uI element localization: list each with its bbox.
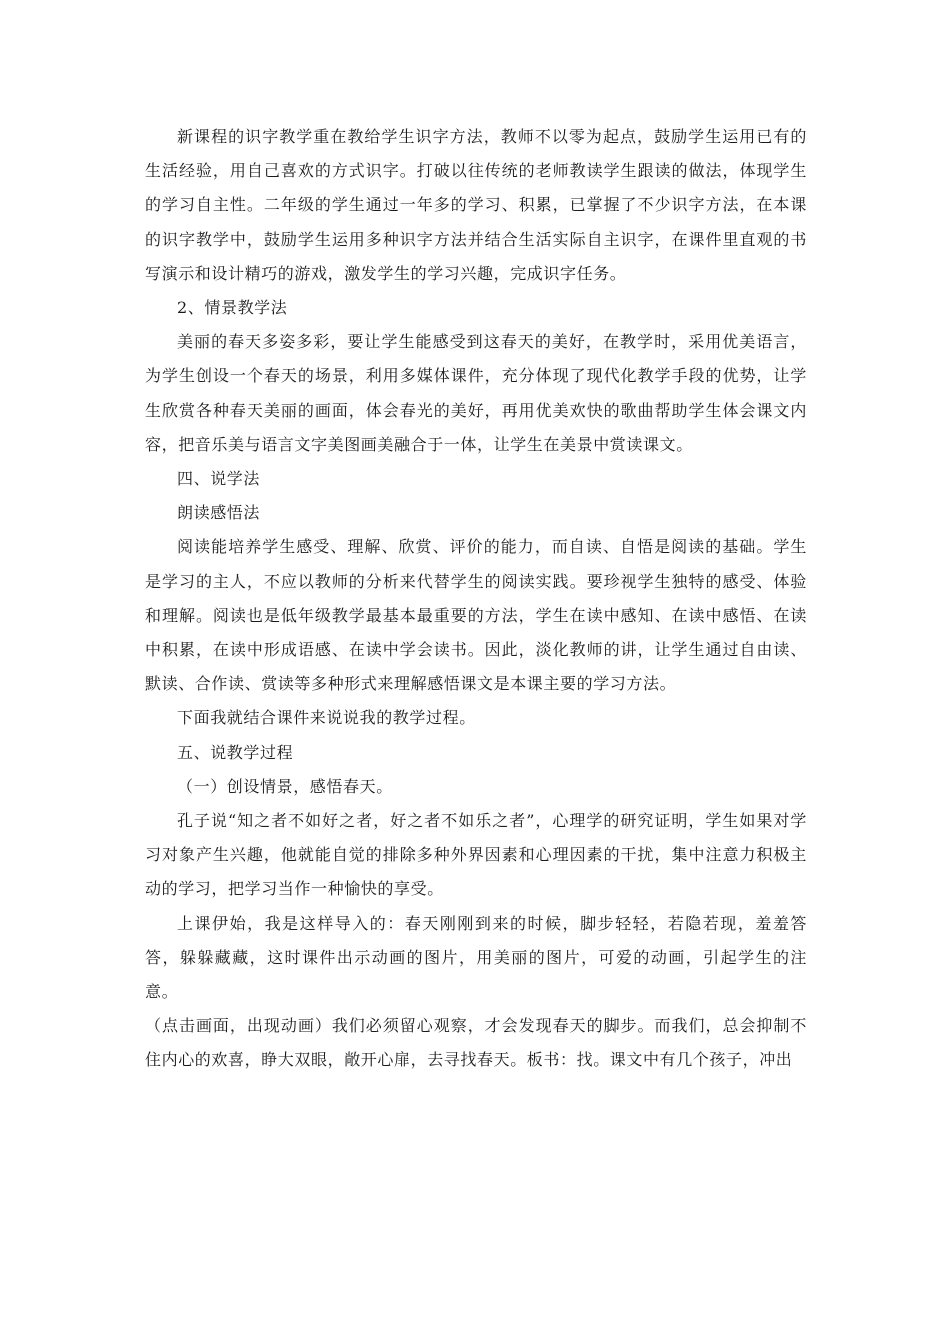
paragraph-reading-ability: 阅读能培养学生感受、理解、欣赏、评价的能力，而自读、自悟是阅读的基础。学生是学习的主人，不应以教师的分析来代替学生的阅读实践。要珍视学生独特的感受、体验和理解。阅读也是低年级教学最基本最重要的方法，学生在读中感知、在读中感悟、在读中积累，在读中形成语感、在读中学会读书。因此，淡化教师的讲，让学生通过自由读、默读、合作读、赏读等多种形式来理解感悟课文是本课主要的学习方法。: [145, 537, 807, 694]
paragraph-click-animation: （点击画面，出现动画）我们必须留心观察，才会发现春天的脚步。而我们，总会抑制不住内心的欢喜，睁大双眼，敞开心扉，去寻找春天。板书：找。课文中有几个孩子，冲出: [145, 1016, 807, 1070]
heading-situational-teaching: 2、情景教学法: [177, 298, 288, 318]
heading-reading-method: 朗读感悟法: [177, 503, 261, 523]
paragraph-spring-scene: 美丽的春天多姿多彩，要让学生能感受到这春天的美好，在教学时，采用优美语言，为学生创设一个春天的场景，利用多媒体课件，充分体现了现代化教学手段的优势，让学生欣赏各种春天美丽的画面，体会春光的美好，再用优美欢快的歌曲帮助学生体会课文内容，把音乐美与语言文字美图画美融合于一体，让学生在美景中赏读课文。: [145, 332, 807, 454]
heading-teaching-process: 五、说教学过程: [177, 742, 294, 762]
paragraph-confucius-quote: 孔子说“知之者不如好之者，好之者不如乐之者”，心理学的研究证明，学生如果对学习对象产生兴趣，他就能自觉的排除多种外界因素和心理因素的干扰，集中注意力积极主动的学习，把学习当作一种愉快的享受。: [145, 811, 807, 899]
paragraph-class-intro: 上课伊始，我是这样导入的：春天刚刚到来的时候，脚步轻轻，若隐若现，羞羞答答，躲躲藏藏，这时课件出示动画的图片，用美丽的图片，可爱的动画，引起学生的注意。: [145, 913, 807, 1002]
paragraph-literacy-teaching: 新课程的识字教学重在教给学生识字方法，教师不以零为起点，鼓励学生运用已有的生活经验，用自己喜欢的方式识字。打破以往传统的老师教读学生跟读的做法，体现学生的学习自主性。二年级的学生通过一年多的学习、积累，已掌握了不少识字方法，在本课的识字教学中，鼓励学生运用多种识字方法并结合生活实际自主识字，在课件里直观的书写演示和设计精巧的游戏，激发学生的学习兴趣，完成识字任务。: [145, 127, 807, 283]
document-body: [145, 120, 807, 1078]
heading-learning-methods: 四、说学法: [177, 469, 261, 489]
heading-create-scene: （一）创设情景，感悟春天。: [177, 776, 393, 796]
paragraph-transition: 下面我就结合课件来说说我的教学过程。: [177, 708, 476, 728]
